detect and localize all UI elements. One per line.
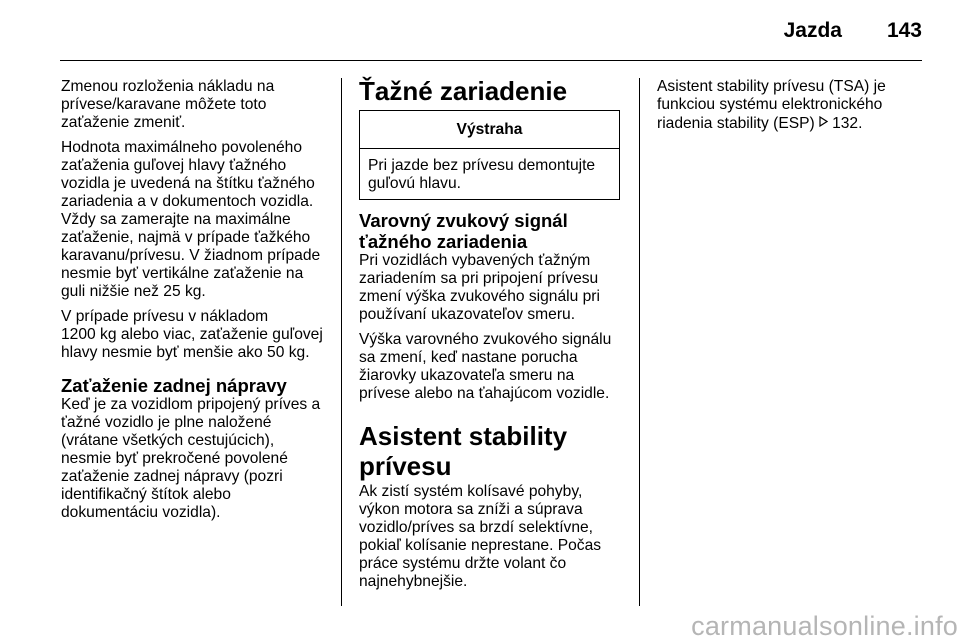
paragraph-signal-fault: Výška varovného zvukového signálu sa zmení, keď nastane porucha žiarovky ukazovateľa smeru na prívese alebo na ťahajúcom vozidle. xyxy=(359,331,612,402)
heading-warning-signal: Varovný zvukový signál ťažného zariadenia xyxy=(359,210,568,252)
column-1 xyxy=(61,78,331,529)
header-rule xyxy=(60,60,922,61)
heading-towing-device: Ťažné zariadenie xyxy=(359,76,568,106)
paragraph-tsa-description: Ak zistí systém kolísavé pohyby, výkon motora sa zníži a súprava vozidlo/príves sa brzdí selektívne, pokiaľ kolísanie neprestane. Počas práce systému držte volant čo najnehybnejšie. xyxy=(359,483,602,590)
column-2-body xyxy=(359,210,624,598)
paragraph-max-ball-load: Hodnota maximálneho povoleného zaťaženia guľovej hlavy ťažného vozidla je uvedená na štítku ťažného zariadenia a v dokumentoch vozidla. Vždy sa zamerajte na maximálne zaťaženie, najmä v prípade ťažkého karavanu/prívesu. V žiadnom prípade nesmie byť vertikálne zaťaženie na guli nižšie než 25 kg. xyxy=(61,139,321,300)
paragraph-1200kg: V prípade prívesu v nákladom 1200 kg alebo viac, zaťaženie guľovej hlavy nesmie byť menšie ako 50 kg. xyxy=(61,308,323,361)
page-number: 143 xyxy=(886,19,922,42)
paragraph-signal-pitch: Pri vozidlách vybavených ťažným zariadením sa pri pripojení prívesu zmení výška zvukového signálu pri používaní ukazovateľov smeru. xyxy=(359,252,600,323)
warning-body: Pri jazde bez prívesu demontujte guľovú hlavu. xyxy=(368,157,596,192)
paragraph-rear-axle: Keď je za vozidlom pripojený príves a ťažné vozidlo je plne naložené (vrátane všetkých cestujúcich), nesmie byť prekročené povolené zaťaženie zadnej nápravy (pozri identifikačný štítok alebo dokumentáciu vozidla). xyxy=(61,396,321,521)
column-3 xyxy=(657,78,947,141)
column-2 xyxy=(359,76,624,106)
warning-box xyxy=(359,110,620,200)
heading-trailer-stability-assist: Asistent stability prívesu xyxy=(359,421,568,481)
page-reference-triangle-icon[interactable] xyxy=(819,114,828,132)
heading-rear-axle-load: Zaťaženie zadnej nápravy xyxy=(61,375,287,396)
paragraph-load-distribution: Zmenou rozloženia nákladu na prívese/karavane môžete toto zaťaženie zmeniť. xyxy=(61,78,275,131)
section-title: Jazda xyxy=(783,19,842,42)
watermark-text: carmanualsonline.info xyxy=(691,611,958,641)
page-header xyxy=(0,0,960,62)
column-divider-1 xyxy=(341,78,342,606)
page-reference-number[interactable]: 132. xyxy=(832,115,863,133)
column-divider-2 xyxy=(639,78,640,606)
paragraph-tsa-esp: Asistent stability prívesu (TSA) je funkciou systému elektronického riadenia stability (ESP) 132. xyxy=(657,78,886,133)
warning-title: Výstraha xyxy=(360,111,619,149)
